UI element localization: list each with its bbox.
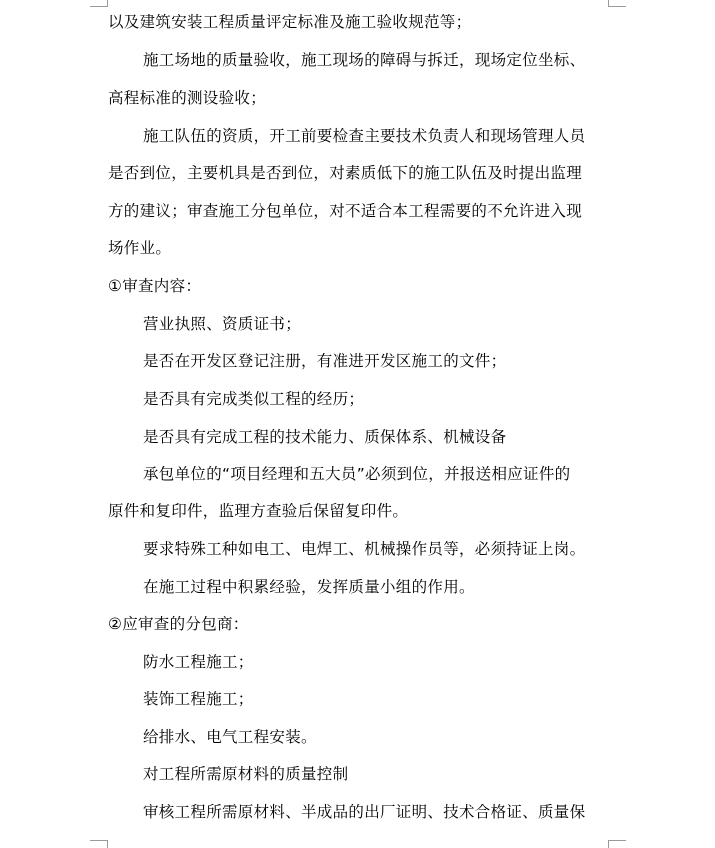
text-line: 施工队伍的资质，开工前要检查主要技术负责人和现场管理人员 (143, 127, 586, 145)
text-line: 以及建筑安装工程质量评定标准及施工验收规范等； (108, 13, 472, 31)
crop-mark-top-left-vertical (107, 0, 108, 7)
text-line: 高程标准的测设验收； (108, 89, 267, 107)
text-line: 营业执照、资质证书； (143, 315, 302, 333)
text-line: 是否在开发区登记注册，有准进开发区施工的文件； (143, 352, 507, 370)
crop-mark-bottom-right-vertical (608, 840, 609, 848)
section-heading: ①审查内容： (108, 277, 202, 295)
text-line: 在施工过程中积累经验，发挥质量小组的作用。 (143, 578, 475, 596)
text-line: 要求特殊工种如电工、电焊工、机械操作员等，必须持证上岗。 (143, 540, 586, 558)
crop-mark-top-left (90, 6, 108, 7)
section-heading: ②应审查的分包商： (108, 615, 249, 633)
text-line: 是否具有完成类似工程的经历； (143, 390, 365, 408)
crop-mark-top-right (608, 6, 626, 7)
text-line: 承包单位的“项目经理和五大员”必须到位，并报送相应证件的 (143, 465, 571, 483)
text-line: 场作业。 (108, 239, 172, 257)
text-line: 防水工程施工； (143, 653, 254, 671)
text-line: 审核工程所需原材料、半成品的出厂证明、技术合格证、质量保 (143, 803, 586, 821)
text-line: 施工场地的质量验收，施工现场的障碍与拆迁，现场定位坐标、 (143, 51, 586, 69)
crop-mark-bottom-left-vertical (107, 840, 108, 848)
text-line: 是否具有完成工程的技术能力、质保体系、机械设备 (143, 428, 507, 446)
text-line: 是否到位，主要机具是否到位，对素质低下的施工队伍及时提出监理 (108, 164, 583, 182)
crop-mark-bottom-right (608, 840, 626, 841)
text-line: 原件和复印件，监理方查验后保留复印件。 (108, 502, 409, 520)
text-line: 给排水、电气工程安装。 (143, 728, 317, 746)
text-line: 装饰工程施工； (143, 690, 254, 708)
crop-mark-top-right-vertical (608, 0, 609, 7)
text-line: 对工程所需原材料的质量控制 (143, 765, 349, 783)
crop-mark-bottom-left (90, 840, 108, 841)
text-line: 方的建议；审查施工分包单位，对不适合本工程需要的不允许进入现 (108, 202, 583, 220)
